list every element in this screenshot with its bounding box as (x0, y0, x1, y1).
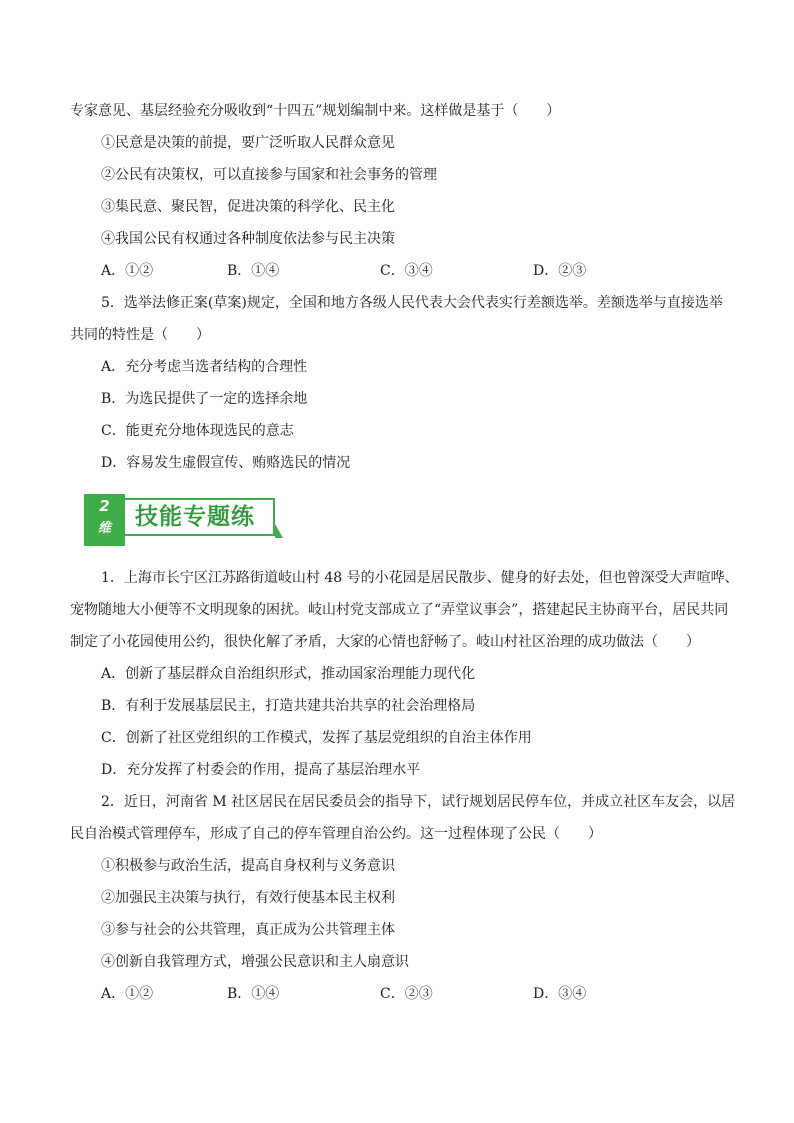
q5-option-d: D．容易发生虚假宣传、贿赂选民的情况 (101, 455, 351, 471)
s2-item-2: ②加强民主决策与执行，有效行使基本民主权利 (101, 890, 395, 906)
q4-item-2: ②公民有决策权，可以直接参与国家和社会事务的管理 (101, 167, 437, 183)
q4-item-1: ①民意是决策的前提，要广泛听取人民群众意见 (101, 135, 395, 151)
s1-option-d: D．充分发挥了村委会的作用，提高了基层治理水平 (101, 762, 421, 778)
q4-stem-line: 专家意见、基层经验充分吸收到“十四五”规划编制中来。这样做是基于（ ） (70, 103, 561, 119)
q4-option-c: C．③④ (380, 263, 433, 279)
s2-stem-line-1: 2．近日，河南省 M 社区居民在居民委员会的指导下，试行规划居民停车位，并成立社区车友会，以居 (101, 794, 736, 810)
q5-stem-line-2: 共同的特性是（ ） (70, 327, 210, 343)
q4-item-4: ④我国公民有权通过各种制度依法参与民主决策 (101, 231, 395, 247)
banner-tail-decoration (275, 524, 283, 538)
section-badge-number: 2 (99, 497, 110, 515)
s2-item-3: ③参与社会的公共管理，真正成为公共管理主体 (101, 922, 395, 938)
s2-item-4: ④创新自我管理方式，增强公民意识和主人扇意识 (101, 954, 409, 970)
section-badge (84, 494, 125, 546)
section-banner (84, 494, 280, 546)
s1-option-a: A．创新了基层群众自治组织形式，推动国家治理能力现代化 (101, 666, 476, 682)
s1-stem-line-2: 宠物随地大小便等不文明现象的困扰。岐山村党支部成立了“弄堂议事会”，搭建起民主协商平台，居民共同 (70, 602, 729, 618)
q5-stem-line-1: 5．选举法修正案(草案)规定，全国和地方各级人民代表大会代表实行差额选举。差额选举与直接选举 (101, 295, 723, 311)
s2-option-d: D．③④ (533, 986, 587, 1002)
q5-option-b: B．为选民提供了一定的选择余地 (101, 391, 308, 407)
s1-option-c: C．创新了社区党组织的工作模式，发挥了基层党组织的自治主体作用 (101, 730, 532, 746)
section-badge-sub: 维 (97, 521, 111, 536)
s1-stem-line-3: 制定了小花园使用公约，很快化解了矛盾，大家的心情也舒畅了。岐山村社区治理的成功做法（ ） (70, 634, 700, 650)
s2-stem-line-2: 民自治模式管理停车，形成了自己的停车管理自治公约。这一过程体现了公民（ ） (70, 826, 602, 842)
s2-option-c: C．②③ (380, 986, 433, 1002)
s2-option-a: A．①② (101, 986, 154, 1002)
q4-option-b: B．①④ (227, 263, 280, 279)
s2-item-1: ①积极参与政治生活，提高自身权利与义务意识 (101, 858, 395, 874)
s2-option-b: B．①④ (227, 986, 280, 1002)
q4-option-d: D．②③ (533, 263, 587, 279)
s1-option-b: B．有利于发展基层民主，打造共建共治共享的社会治理格局 (101, 698, 476, 714)
s1-stem-line-1: 1．上海市长宁区江苏路街道岐山村 48 号的小花园是居民散步、健身的好去处，但也曾深受大声喧哗、 (101, 570, 739, 586)
q5-option-a: A．充分考虑当选者结构的合理性 (101, 359, 308, 375)
section-title: 技能专题练 (125, 498, 275, 536)
q5-option-c: C．能更充分地体现选民的意志 (101, 423, 294, 439)
q4-option-a: A．①② (101, 263, 154, 279)
q4-item-3: ③集民意、聚民智，促进决策的科学化、民主化 (101, 199, 395, 215)
